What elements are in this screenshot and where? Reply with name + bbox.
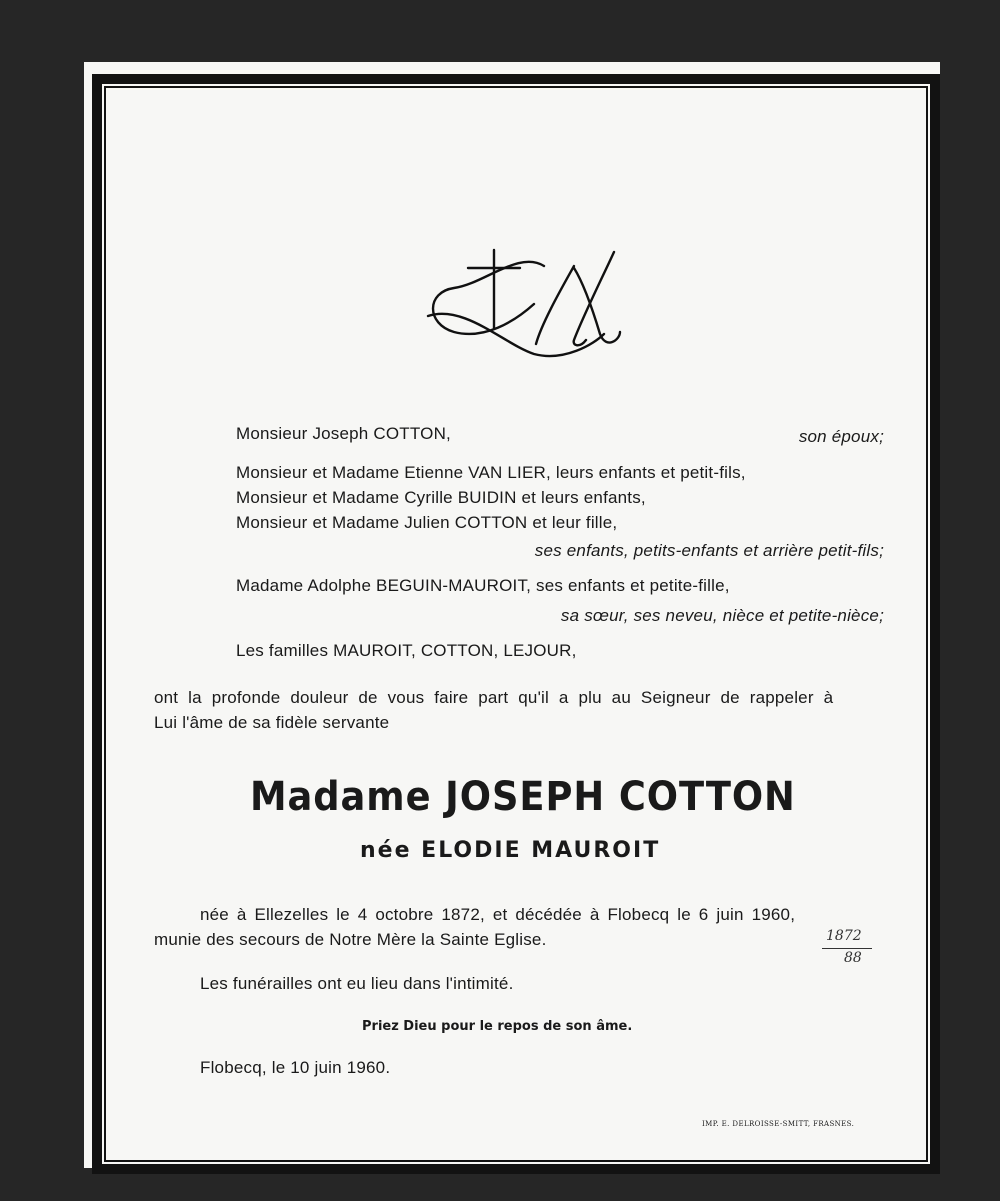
sister-family: Madame Adolphe BEGUIN-MAUROIT, ses enfants et petite-fille, xyxy=(236,576,730,595)
sister-relation: sa sœur, ses neveu, nièce et petite-nièce; xyxy=(560,606,884,625)
m-stroke-2 xyxy=(574,252,614,345)
handwritten-note-bottom: 88 xyxy=(844,950,862,966)
obituary-card xyxy=(84,62,940,1168)
child-family-2: Monsieur et Madame Cyrille BUIDIN et leurs enfants, xyxy=(236,488,646,507)
handwritten-note-top: 1872 xyxy=(826,928,862,944)
message-line-1: ont la profonde douleur de vous faire part qu'il a plu au Seigneur de rappeler à xyxy=(154,688,834,707)
m-left-loop xyxy=(433,262,544,334)
maiden-name: née ELODIE MAUROIT xyxy=(360,838,661,863)
printer-credit: IMP. E. DELROISSE-SMITT, FRASNES. xyxy=(702,1120,855,1128)
m-stroke-1 xyxy=(536,266,574,344)
place-and-date: Flobecq, le 10 juin 1960. xyxy=(200,1058,391,1077)
child-family-1: Monsieur et Madame Etienne VAN LIER, leurs enfants et petit-fils, xyxy=(236,463,746,482)
message-line-2: Lui l'âme de sa fidèle servante xyxy=(154,713,390,732)
other-families: Les familles MAUROIT, COTTON, LEJOUR, xyxy=(236,641,577,660)
handwritten-underline xyxy=(822,948,872,949)
deceased-name: Madame JOSEPH COTTON xyxy=(250,774,796,820)
child-family-3: Monsieur et Madame Julien COTTON et leur fille, xyxy=(236,513,618,532)
m-stroke-3 xyxy=(574,268,620,343)
birth-death-line-1: née à Ellezelles le 4 octobre 1872, et décédée à Flobecq le 6 juin 1960, xyxy=(200,905,796,924)
funeral-notice: Les funérailles ont eu lieu dans l'intimité. xyxy=(200,974,514,993)
husband-name: Monsieur Joseph COTTON, xyxy=(236,424,451,443)
husband-relation: son époux; xyxy=(798,427,884,446)
cross-and-m-monogram-icon xyxy=(424,244,624,364)
birth-death-line-2: munie des secours de Notre Mère la Sainte Eglise. xyxy=(154,930,547,949)
prayer-request: Priez Dieu pour le repos de son âme. xyxy=(362,1019,633,1034)
children-relation: ses enfants, petits-enfants et arrière petit-fils; xyxy=(534,541,884,560)
m-swash xyxy=(428,314,604,356)
